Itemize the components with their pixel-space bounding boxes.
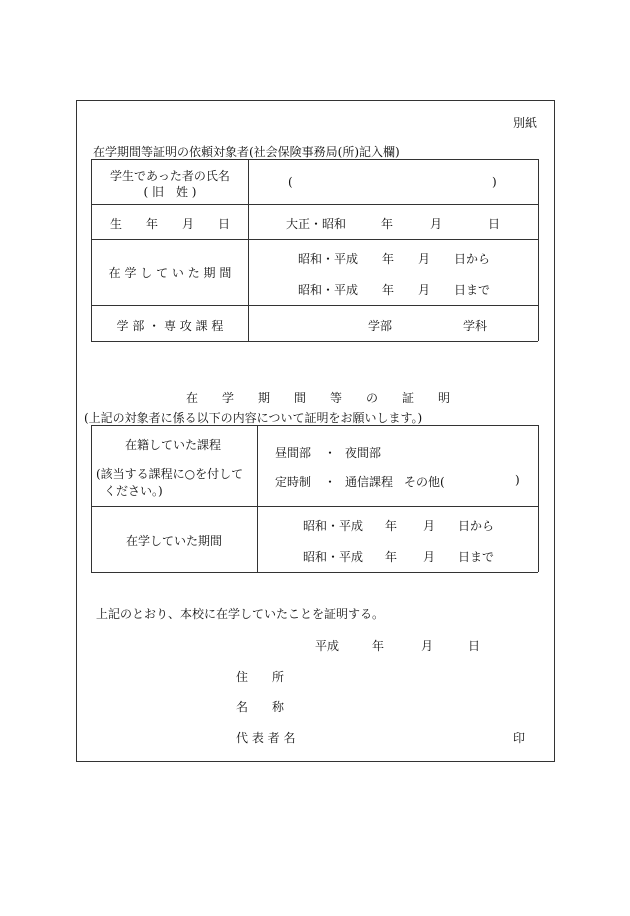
certificate-title: 在 学 期 間 等 の 証 明 <box>186 391 451 405</box>
section2-period-label: 在学していた期間 <box>126 534 223 548</box>
former-surname-label: ( 旧 姓 ) <box>143 185 197 199</box>
enrollment-period-label: 在 学 し て い た 期 間 <box>108 266 232 280</box>
section2-period-from-month-unit: 月 <box>423 519 436 533</box>
course-option-other: その他( <box>404 475 445 489</box>
period-from-year-unit: 年 <box>382 252 395 266</box>
period-from-era: 昭和・平成 <box>298 252 359 266</box>
request-note: (上記の対象者に係る以下の内容について証明をお願いします。) <box>84 411 423 425</box>
section2-period-from-suffix: 日から <box>458 519 495 533</box>
birth-year-unit: 年 <box>381 217 394 231</box>
course-option-day: 昼間部 <box>275 446 312 460</box>
section2-period-to-era: 昭和・平成 <box>303 550 364 564</box>
section2-period-from-era: 昭和・平成 <box>303 519 364 533</box>
course-separator-1: ・ <box>324 446 337 460</box>
section1-heading: 在学期間等証明の依頼対象者(社会保険事務局(所)記入欄) <box>93 145 400 159</box>
certification-date-year-unit: 年 <box>372 639 385 653</box>
period-to-year-unit: 年 <box>382 283 395 297</box>
birth-day-unit: 日 <box>488 217 501 231</box>
representative-name-label: 代 表 者 名 <box>236 731 296 745</box>
section2-period-to-year-unit: 年 <box>385 550 398 564</box>
former-student-name-label: 学生であった者の氏名 <box>110 169 230 183</box>
section2-period-to-suffix: 日まで <box>458 550 495 564</box>
certification-date-era: 平成 <box>315 639 340 653</box>
course-option-other-close: ) <box>515 473 520 487</box>
address-label: 住 所 <box>236 670 285 684</box>
faculty-unit: 学部 <box>368 319 393 333</box>
certification-date-month-unit: 月 <box>421 639 434 653</box>
course-option-correspondence: 通信課程 <box>345 475 394 489</box>
certification-date-day-unit: 日 <box>468 639 481 653</box>
seal-mark: 印 <box>513 731 526 745</box>
section2-period-to-month-unit: 月 <box>423 550 436 564</box>
name-value-close-paren: ) <box>492 175 497 189</box>
department-unit: 学科 <box>463 319 488 333</box>
period-to-suffix: 日まで <box>454 283 491 297</box>
section2-period-from-year-unit: 年 <box>385 519 398 533</box>
birth-date-label: 生 年 月 日 <box>109 217 230 231</box>
course-label: 在籍していた課程 <box>125 438 222 452</box>
certification-statement: 上記のとおり、本校に在学していたことを証明する。 <box>96 607 385 621</box>
course-note-line1: (該当する課程に○を付して <box>96 467 244 481</box>
period-to-month-unit: 月 <box>418 283 431 297</box>
name-value-open-paren: ( <box>288 175 293 189</box>
faculty-major-label: 学 部 ・ 専 攻 課 程 <box>116 319 224 333</box>
institution-name-label: 名 称 <box>236 700 285 714</box>
course-option-parttime: 定時制 <box>275 475 312 489</box>
attachment-label: 別紙 <box>513 116 538 130</box>
course-separator-2: ・ <box>324 475 337 489</box>
period-to-era: 昭和・平成 <box>298 283 359 297</box>
period-from-month-unit: 月 <box>418 252 431 266</box>
period-from-suffix: 日から <box>454 252 491 266</box>
birth-era: 大正・昭和 <box>286 217 347 231</box>
birth-month-unit: 月 <box>430 217 443 231</box>
course-option-night: 夜間部 <box>345 446 382 460</box>
course-note-line2: ください。) <box>104 484 163 498</box>
